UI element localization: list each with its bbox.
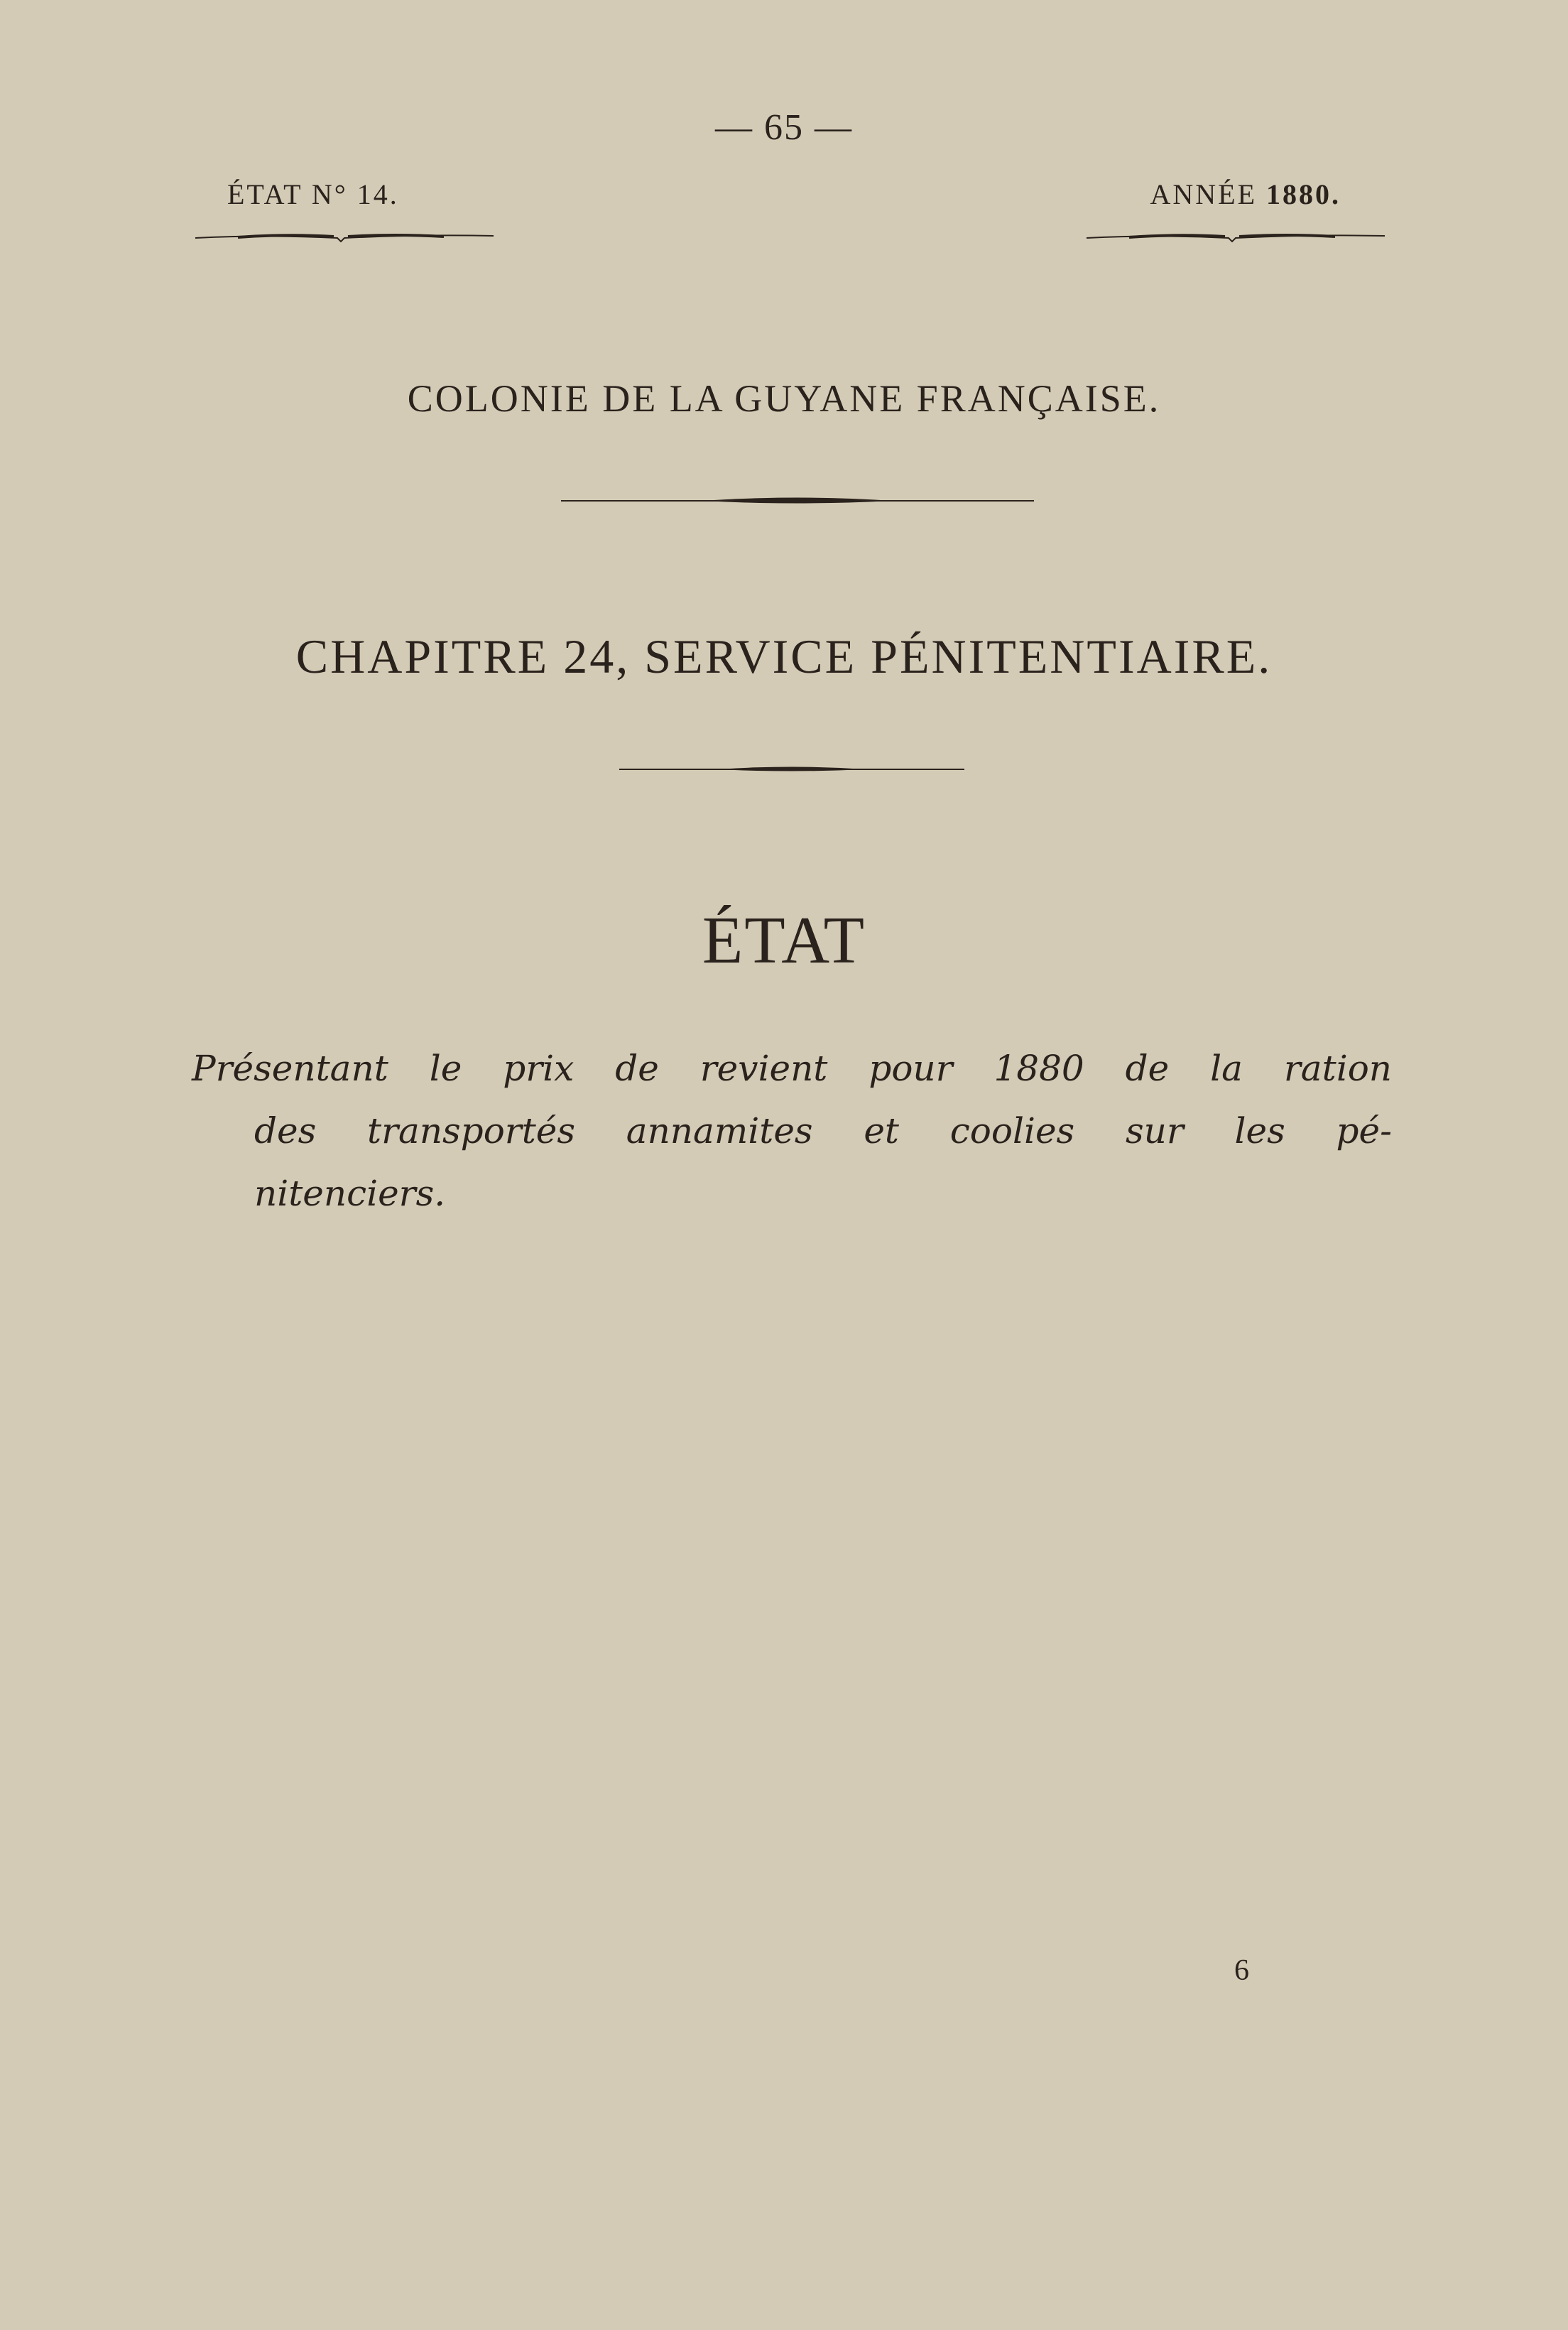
state-number-label: ÉTAT N° 14. — [227, 178, 399, 210]
description-line-2: des transportés annamites et coolies sur les pé- — [254, 1110, 1392, 1152]
signature-mark: 6 — [1234, 1954, 1249, 1987]
chapter-title: CHAPITRE 24, SERVICE PÉNITENTIAIRE. — [295, 629, 1273, 683]
year-label-value: 1880. — [1266, 178, 1341, 210]
year-label-prefix: ANNÉE — [1150, 178, 1266, 210]
document-title: ÉTAT — [702, 904, 866, 977]
document-description — [192, 1037, 1392, 1225]
description-line-3: nitenciers. — [254, 1173, 446, 1214]
colony-title: COLONIE DE LA GUYANE FRANÇAISE. — [407, 377, 1161, 420]
chapter-separator-rule — [619, 759, 964, 780]
year-label — [1150, 178, 1341, 211]
title-separator-rule — [561, 490, 1034, 511]
right-header-swash — [1087, 227, 1385, 249]
description-line-1: Présentant le prix de revient pour 1880 de la ration — [192, 1048, 1392, 1089]
page-number: — 65 — — [715, 107, 853, 148]
left-header-swash — [195, 227, 494, 249]
